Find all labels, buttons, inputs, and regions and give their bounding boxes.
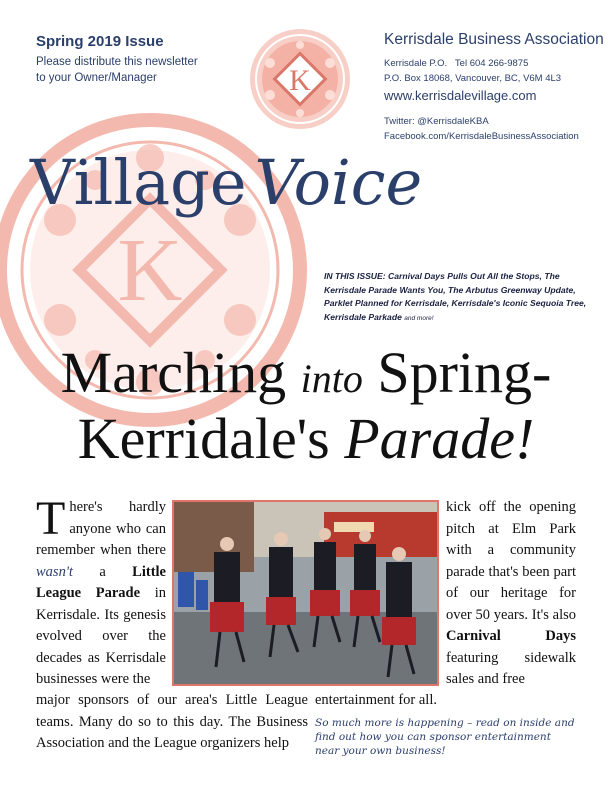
article-bold: Carnival Days (446, 628, 576, 644)
issue-title: Spring 2019 Issue (36, 33, 164, 50)
issue-note-line2: to your Owner/Manager (36, 72, 157, 84)
logo-seal-letter: K (289, 64, 311, 97)
association-contact-line1: Kerrisdale P.O. Tel 604 266-9875 (384, 58, 529, 69)
article-text: in Kerrisdale. Its genesis evolved over the decades as Kerrisdale businesses were the (36, 585, 166, 687)
masthead (30, 146, 422, 219)
article-bold: Little League Parade (36, 563, 166, 601)
article-bottom-right (315, 690, 577, 758)
association-website-link[interactable]: www.kerrisdalevillage.com (384, 88, 537, 103)
parade-photo-illustration (174, 502, 437, 684)
article-text: kick off the opening pitch at Elm Park with a community parade that's been part of our heritage for over 50 years. It's also (446, 499, 576, 623)
article-column-left (36, 492, 166, 691)
article-emphasis: wasn't (36, 563, 73, 580)
in-this-issue-items: Carnival Days Pulls Out All the Stops, The Kerrisdale Parade Wants You, The Arbutus Greenway Update, Parklet Planned for Kerrisdale, Kerrisdale's Iconic Sequoia Tree, Kerrisdale Parkade (324, 271, 587, 322)
association-info (384, 31, 604, 144)
twitter-link[interactable]: Twitter: @KerrisdaleKBA (384, 116, 489, 127)
headline-part: Kerridale's (77, 406, 345, 471)
callout-text: So much more is happening – read on inside and find out how you can sponsor entertainment near your own business! (315, 716, 575, 757)
in-this-issue-more: and more! (404, 314, 434, 322)
issue-info (36, 33, 198, 86)
article-text: here's hardly anyone who can remember when there (36, 499, 166, 558)
headline-part-parade: Parade! (344, 406, 535, 471)
article-bottom-left: major sponsors of our area's Little League teams. Many do so to this day. The Business Association and the League organizers help (36, 692, 308, 751)
article-column-right (446, 497, 576, 691)
background-seal-letter: K (117, 221, 183, 320)
association-contact-line2: P.O. Box 18068, Vancouver, BC, V6M 4L3 (384, 73, 562, 84)
masthead-voice: Voice (254, 146, 423, 219)
article-text: entertainment for all. (315, 692, 437, 708)
headline-line2 (0, 406, 612, 472)
dropcap: T (36, 492, 66, 545)
headline-part: Marching (60, 340, 301, 405)
in-this-issue-label: IN THIS ISSUE: (324, 271, 386, 281)
in-this-issue (324, 270, 594, 325)
headline-part: Spring- (362, 340, 552, 405)
article-text: featuring sidewalk sales and free (446, 649, 576, 687)
association-name: Kerrisdale Business Association (384, 31, 604, 48)
facebook-link[interactable]: Facebook.com/KerrisdaleBusinessAssociation (384, 131, 579, 142)
masthead-village: Village (30, 146, 247, 219)
parade-photo (172, 500, 439, 686)
issue-note-line1: Please distribute this newsletter (36, 56, 198, 68)
logo-seal-icon (248, 27, 352, 131)
article-text: a (72, 563, 133, 580)
headline-line1 (0, 340, 612, 412)
headline-part-into: into (300, 356, 363, 401)
